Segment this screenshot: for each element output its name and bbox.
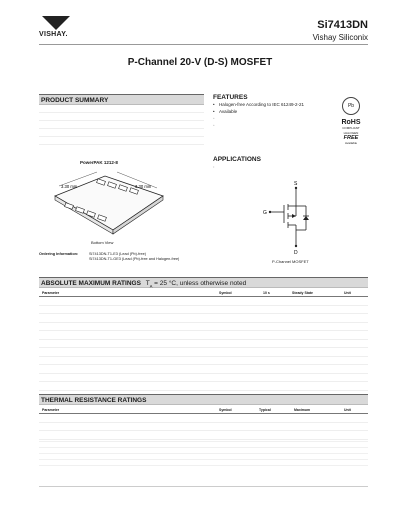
document-title: P-Channel 20-V (D-S) MOSFET [127, 57, 273, 68]
table-row [39, 423, 368, 432]
column-header: Parameter [42, 408, 60, 412]
column-header: Unit [344, 291, 351, 295]
table-row [39, 348, 368, 357]
column-header: 10 s [263, 291, 270, 295]
table-row [39, 137, 204, 145]
table-row [39, 297, 368, 306]
list-item [213, 122, 333, 129]
logo-triangle-icon [42, 16, 70, 30]
table-row [39, 365, 368, 374]
footnotes [39, 438, 368, 468]
lead-free-badge-icon: Pb [342, 97, 360, 115]
free-label: FREE [343, 135, 359, 141]
dim-left-label: 3.30 mm [61, 184, 78, 189]
column-header: Symbol [219, 291, 232, 295]
abs-max-title: ABSOLUTE MAXIMUM RATINGS [41, 280, 141, 287]
drain-label: D [294, 250, 298, 256]
table-row [39, 414, 368, 423]
abs-max-table [39, 289, 368, 391]
list-item: • Available [213, 108, 333, 115]
table-row [39, 382, 368, 391]
vendor-name: Vishay Siliconix [312, 33, 368, 42]
list-item [213, 115, 333, 122]
halogen-label: HALOGEN [343, 131, 359, 135]
header-divider [39, 44, 368, 45]
column-header: Steady State [292, 291, 314, 295]
schematic-caption: P-Channel MOSFET [272, 259, 309, 264]
thermal-table [39, 406, 368, 440]
compliant-label: COMPLIANT [342, 126, 360, 130]
product-summary-heading: PRODUCT SUMMARY [39, 94, 204, 105]
features-list [213, 101, 333, 129]
table-row [39, 306, 368, 315]
table-header [39, 289, 368, 297]
footnote-line [39, 438, 368, 442]
footnote-line [39, 456, 368, 460]
table-row [39, 323, 368, 332]
logo-text: VISHAY. [39, 31, 68, 38]
features-heading: FEATURES [213, 94, 248, 101]
part-number: Si7413DN [317, 19, 368, 31]
table-row [39, 113, 204, 121]
table-row [39, 121, 204, 129]
applications-heading: APPLICATIONS [213, 156, 261, 163]
dim-right-label: 3.30 mm [135, 184, 152, 189]
footnote-line [39, 462, 368, 466]
table-row [39, 340, 368, 349]
gate-label: G [263, 210, 267, 216]
table-header [39, 406, 368, 414]
ordering-line-1: Si7413DN-T1-E3 (Lead (Pb)-free) [89, 252, 146, 256]
footer-divider [39, 486, 368, 487]
table-row [39, 331, 368, 340]
footnote-line [39, 444, 368, 448]
rohs-label: RoHS [341, 119, 361, 126]
abs-max-heading [39, 277, 368, 288]
available-label: Available [344, 141, 358, 145]
table-row [39, 105, 204, 113]
column-header: Unit [344, 408, 351, 412]
package-drawing [45, 168, 170, 240]
source-label: S [294, 181, 298, 187]
footnote-line [39, 450, 368, 454]
column-header: Parameter [42, 291, 60, 295]
column-header: Maximum [294, 408, 311, 412]
applications-list: • [213, 164, 215, 169]
table-row [39, 374, 368, 383]
package-name: PowerPAK 1212-8 [80, 160, 118, 165]
mosfet-schematic [258, 178, 333, 258]
vishay-logo [39, 16, 77, 42]
ordering-label: Ordering Information: [39, 252, 79, 256]
thermal-heading: THERMAL RESISTANCE RATINGS [39, 394, 368, 405]
list-item: • Halogen-free According to IEC 61249-2-21 [213, 101, 333, 108]
rohs-badge [336, 119, 366, 145]
abs-max-condition: $T_A = 25$ °C, unless otherwise noted [145, 280, 247, 289]
table-row [39, 314, 368, 323]
bottom-view-label: Bottom View [91, 240, 114, 245]
table-row [39, 129, 204, 137]
column-header: Symbol [219, 408, 232, 412]
ordering-line-2: Si7413DN-T1-GE3 (Lead (Pb)-free and Halogen-free) [89, 257, 180, 261]
table-row [39, 357, 368, 366]
column-header: Typical [259, 408, 271, 412]
product-summary-table [39, 105, 204, 145]
